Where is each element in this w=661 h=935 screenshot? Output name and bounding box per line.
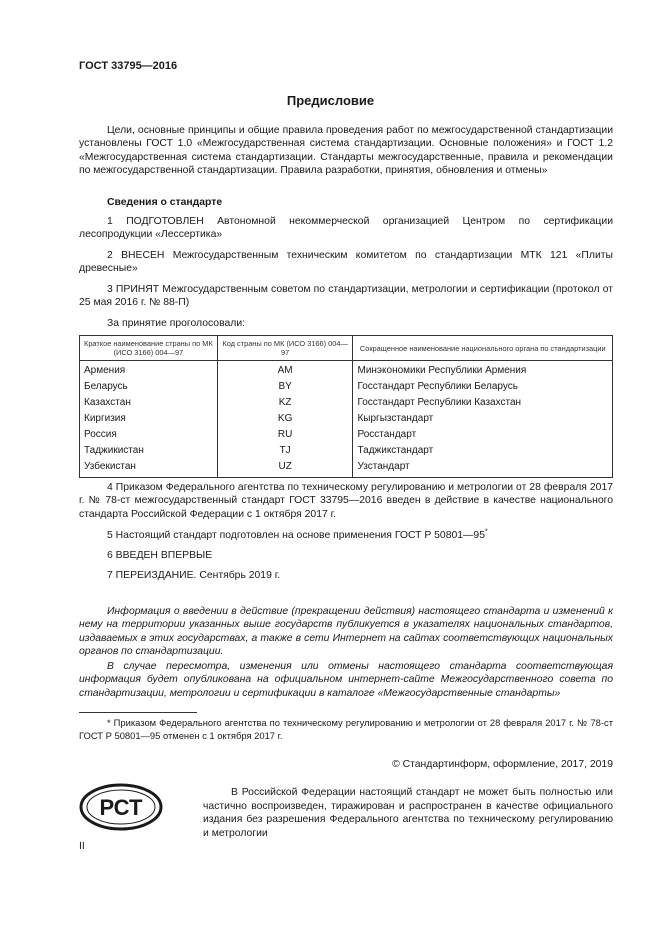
code-cell: BY — [217, 379, 353, 395]
item-4: 4 Приказом Федерального агентства по техническому регулированию и метрологии от 28 февраля 2017 г. № 78-ст межгосударственный стандарт ГОСТ 33795—2016 введен в действие в качестве национального стандарта Российской Федерации с 1 октября 2017 г. — [79, 482, 613, 520]
item-1: 1 ПОДГОТОВЛЕН Автономной некоммерческой организацией Центром по сертификации лесопродукции «Лессертика» — [79, 216, 613, 241]
table-header-row — [80, 336, 613, 361]
code-cell: AM — [217, 361, 353, 380]
page-number: II — [79, 841, 85, 852]
info-heading: Сведения о стандарте — [107, 197, 223, 208]
logo-letters: РСТ — [99, 795, 143, 820]
code-cell: UZ — [217, 459, 353, 478]
copyright-line: © Стандартинформ, оформление, 2017, 2019 — [392, 759, 613, 770]
table-row — [80, 361, 613, 380]
code-cell: KZ — [217, 395, 353, 411]
col-header-code: Код страны по МК (ИСО 3166) 004—97 — [217, 336, 353, 361]
vote-label: За принятие проголосовали: — [107, 318, 246, 329]
document-code: ГОСТ 33795—2016 — [79, 60, 178, 72]
country-cell: Россия — [80, 427, 218, 443]
item-7: 7 ПЕРЕИЗДАНИЕ. Сентябрь 2019 г. — [107, 570, 281, 581]
table-row — [80, 395, 613, 411]
country-cell: Беларусь — [80, 379, 218, 395]
body-cell: Госстандарт Республики Беларусь — [353, 379, 613, 395]
body-cell: Госстандарт Республики Казахстан — [353, 395, 613, 411]
code-cell: RU — [217, 427, 353, 443]
item-5-text: 5 Настоящий стандарт подготовлен на основе применения ГОСТ Р 50801—95 — [107, 530, 485, 541]
table-row — [80, 411, 613, 427]
table-row — [80, 379, 613, 395]
page-title: Предисловие — [286, 93, 375, 108]
item-6: 6 ВВЕДЕН ВПЕРВЫЕ — [107, 550, 213, 561]
body-cell: Минэкономики Республики Армения — [353, 361, 613, 380]
table-row — [80, 459, 613, 478]
item-3: 3 ПРИНЯТ Межгосударственным советом по стандартизации, метрологии и сертификации (протокол от 25 мая 2016 г. № 88-П) — [79, 284, 613, 309]
country-cell: Казахстан — [80, 395, 218, 411]
rst-certification-mark-icon — [79, 783, 163, 831]
country-cell: Армения — [80, 361, 218, 380]
intro-paragraph: Цели, основные принципы и общие правила проведения работ по межгосударственной стандартизации установлены ГОСТ 1.0 «Межгосударственная система стандартизации. Основные положения» и ГОСТ 1.2 «Межгосударственная система стандартизации. Стандарты межгосударственные, правила и рекомендации по межгосударственной стандартизации. Правила разработки, принятия, обновления и отмены» — [79, 125, 613, 176]
body-cell: Росстандарт — [353, 427, 613, 443]
info-note-1: Информация о введении в действие (прекращении действия) настоящего стандарта и изменений к нему на территории указанных выше государств публикуется в указателях национальных стандартов, издаваемых в этих государствах, а также в сети Интернет на сайтах соответствующих национальных органов по стандартизации. — [79, 606, 613, 657]
item-5 — [107, 529, 488, 542]
footnote: * Приказом Федерального агентства по техническому регулированию и метрологии от 28 февраля 2017 г. № 78-ст ГОСТ Р 50801—95 отменен с 1 октября 2017 г. — [79, 717, 613, 741]
table-row — [80, 443, 613, 459]
body-cell: Таджикстандарт — [353, 443, 613, 459]
body-cell: Кыргызстандарт — [353, 411, 613, 427]
body-cell: Узстандарт — [353, 459, 613, 478]
info-note-2: В случае пересмотра, изменения или отмены настоящего стандарта соответствующая информация будет опубликована на официальном интернет-сайте Межгосударственного совета по стандартизации, метрологии и сертификации в каталоге «Межгосударственные стандарты» — [79, 661, 613, 699]
code-cell: TJ — [217, 443, 353, 459]
table-row — [80, 427, 613, 443]
voting-table — [79, 335, 613, 478]
country-cell: Узбекистан — [80, 459, 218, 478]
footnote-divider — [79, 712, 197, 713]
col-header-country: Краткое наименование страны по МК (ИСО 3166) 004—97 — [80, 336, 218, 361]
col-header-body: Сокращенное наименование национального органа по стандартизации — [353, 336, 613, 361]
country-cell: Киргизия — [80, 411, 218, 427]
copyright-notice: В Российской Федерации настоящий стандарт не может быть полностью или частично воспроизведен, тиражирован и распространен в качестве официального издания без разрешения Федерального агентства по техническому регулированию и метрологии — [203, 787, 613, 839]
code-cell: KG — [217, 411, 353, 427]
footnote-marker: * — [485, 528, 488, 536]
item-2: 2 ВНЕСЕН Межгосударственным техническим комитетом по стандартизации МТК 121 «Плиты древесные» — [79, 250, 613, 275]
country-cell: Таджикистан — [80, 443, 218, 459]
